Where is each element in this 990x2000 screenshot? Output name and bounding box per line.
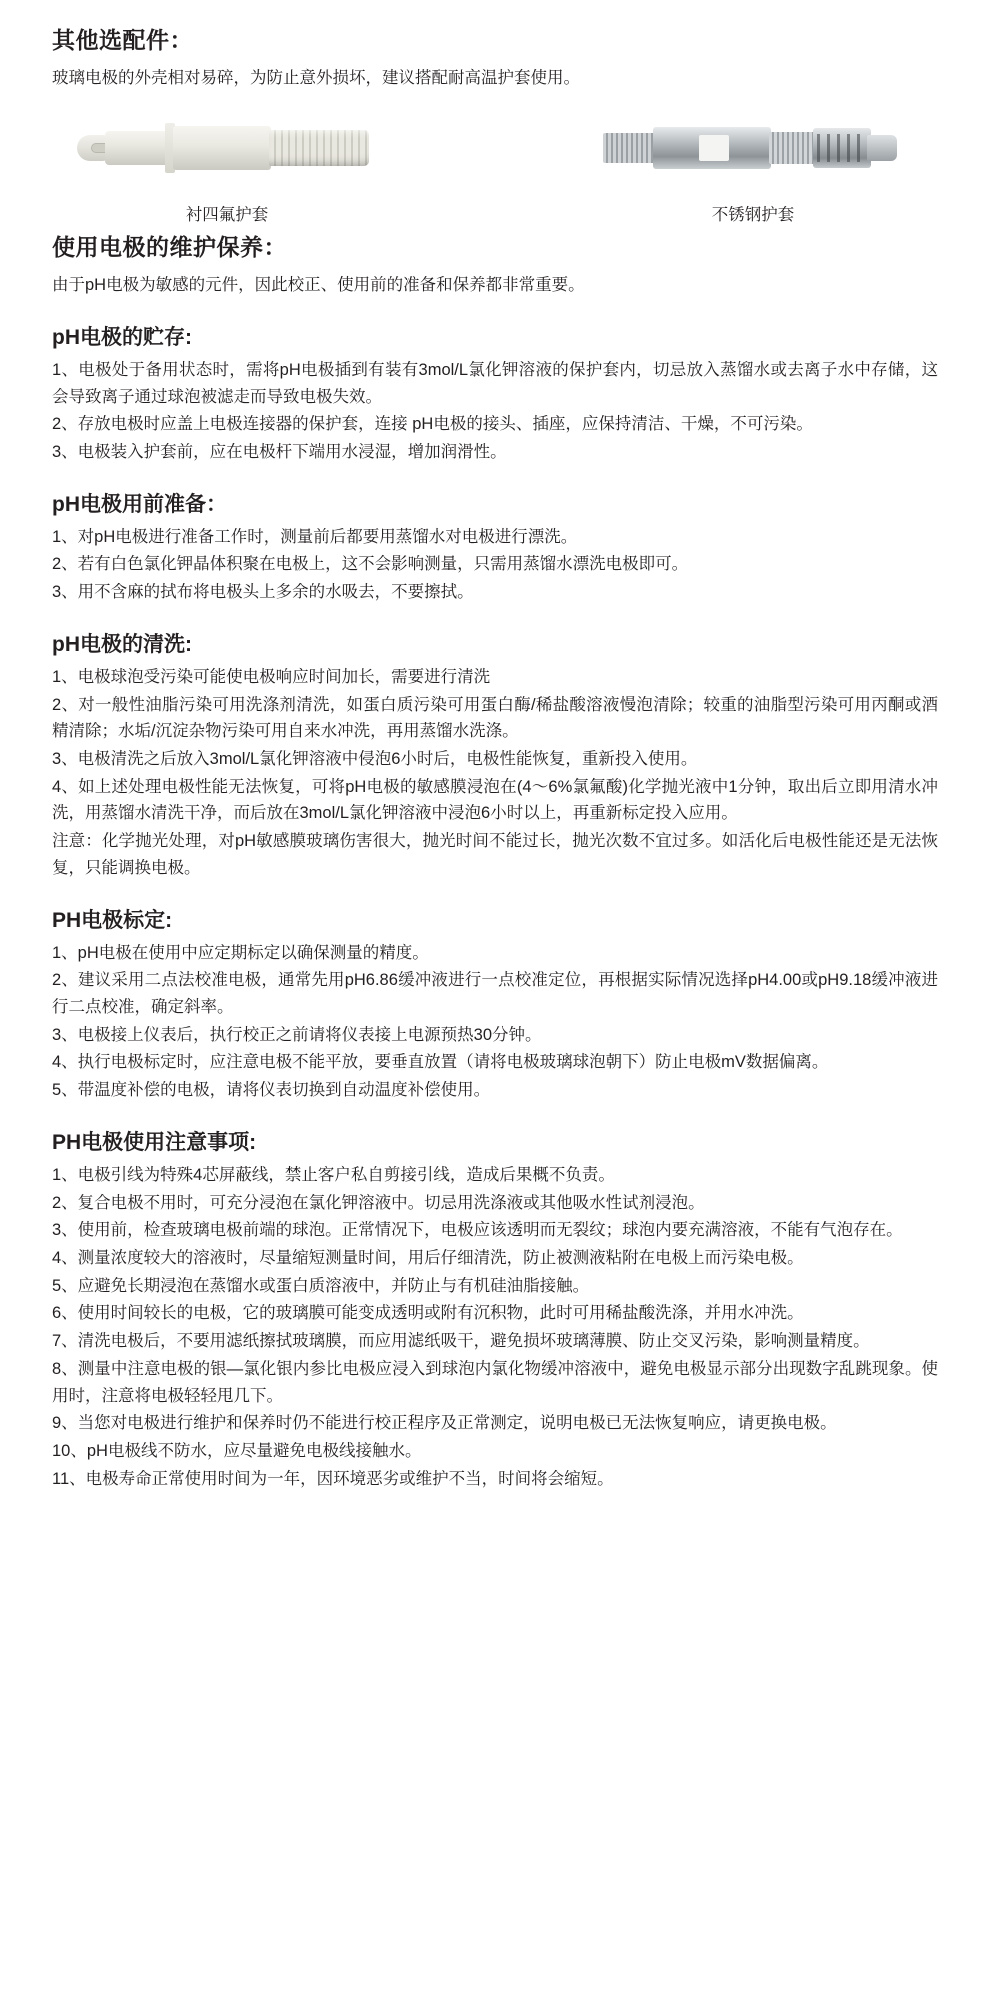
list-item: 3、用不含麻的拭布将电极头上多余的水吸去，不要擦拭。 xyxy=(52,583,474,602)
calibration-list xyxy=(52,940,938,1104)
list-item: 11、电极寿命正常使用时间为一年，因环境恶劣或维护不当，时间将会缩短。 xyxy=(52,1469,614,1488)
stainless-sleeve-graphic xyxy=(603,125,903,171)
list-item: 2、存放电极时应盖上电极连接器的保护套，连接 pH电极的接头、插座，应保持清洁、干燥，不可污染。 xyxy=(52,415,813,434)
list-item: 6、使用时间较长的电极，它的玻璃膜可能变成透明或附有沉积物，此时可用稀盐酸洗涤，并用水冲洗。 xyxy=(52,1304,804,1323)
list-item: 4、测量浓度较大的溶液时，尽量缩短测量时间，用后仔细清洗，防止被测液粘附在电极上而污染电极。 xyxy=(52,1249,804,1268)
section-title-preparation: pH电极用前准备： xyxy=(52,492,227,516)
preparation-list xyxy=(52,524,938,606)
list-item: 3、电极装入护套前，应在电极杆下端用水浸湿，增加润滑性。 xyxy=(52,442,507,461)
list-item: 1、pH电极在使用中应定期标定以确保测量的精度。 xyxy=(52,943,429,962)
list-item: 9、当您对电极进行维护和保养时仍不能进行校正程序及正常测定，说明电极已无法恢复响应，请更换电极。 xyxy=(52,1414,837,1433)
accessory-caption-ptfe: 衬四氟护套 xyxy=(185,206,269,225)
stainless-sleeve-image xyxy=(603,109,903,187)
steel-cap-slots xyxy=(817,134,867,162)
accessories-lead-text: 玻璃电极的外壳相对易碎，为防止意外损坏，建议搭配耐高温护套使用。 xyxy=(52,69,580,87)
ptfe-body-rear xyxy=(173,126,271,170)
steel-thread-mid xyxy=(769,132,817,164)
cleaning-note: 注意：化学抛光处理，对pH敏感膜玻璃伤害很大，抛光时间不能过长，抛光次数不宜过多。如活化后电极性能还是无法恢复，只能调换电极。 xyxy=(52,832,938,877)
list-item: 10、pH电极线不防水，应尽量避免电极线接触水。 xyxy=(52,1442,422,1461)
list-item: 1、对pH电极进行准备工作时，测量前后都要用蒸馏水对电极进行漂洗。 xyxy=(52,527,578,546)
maintenance-lead-text: 由于pH电极为敏感的元件，因此校正、使用前的准备和保养都非常重要。 xyxy=(52,276,585,295)
list-item: 8、测量中注意电极的银—氯化银内参比电极应浸入到球泡内氯化物缓冲溶液中，避免电极显示部分出现数字乱跳现象。使用时，注意将电极轻轻甩几下。 xyxy=(52,1359,938,1405)
list-item: 5、带温度补偿的电极，请将仪表切换到自动温度补偿使用。 xyxy=(52,1081,491,1100)
cleaning-list xyxy=(52,664,938,882)
accessory-caption-stainless: 不锈钢护套 xyxy=(711,206,795,225)
list-item: 2、复合电极不用时，可充分浸泡在氯化钾溶液中。切忌用洗涤液或其他吸水性试剂浸泡。 xyxy=(52,1193,705,1212)
section-title-storage: pH电极的贮存: xyxy=(52,325,192,349)
precautions-list xyxy=(52,1162,938,1493)
section-title-precautions: PH电极使用注意事项: xyxy=(52,1130,257,1154)
list-item: 2、对一般性油脂污染可用洗涤剂清洗，如蛋白质污染可用蛋白酶/稀盐酸溶液慢泡清除；较重的油脂型污染可用丙酮或酒精清除；水垢/沉淀杂物污染可用自来水冲洗，再用蒸馏水洗涤。 xyxy=(52,695,938,741)
list-item: 2、建议采用二点法校准电极，通常先用pH6.86缓冲液进行一点校准定位，再根据实际情况选择pH4.00或pH9.18缓冲液进行二点校准，确定斜率。 xyxy=(52,971,938,1016)
section-title-cleaning: pH电极的清洗: xyxy=(52,632,192,656)
list-item: 2、若有白色氯化钾晶体积聚在电极上，这不会影响测量，只需用蒸馏水漂洗电极即可。 xyxy=(52,555,689,574)
list-item: 5、应避免长期浸泡在蒸馏水或蛋白质溶液中，并防止与有机硅油脂接触。 xyxy=(52,1276,590,1295)
section-title-maintenance: 使用电极的维护保养： xyxy=(52,234,287,261)
accessory-image-row xyxy=(52,109,938,225)
ptfe-sleeve-image xyxy=(77,109,377,187)
list-item: 4、如上述处理电极性能无法恢复，可将pH电极的敏感膜浸泡在(4～6%氯氟酸)化学抛光液中1分钟，取出后立即用清水冲洗，用蒸馏水清洗干净，而后放在3mol/L氯化钾溶液中浸泡6小时以上，再重新标定投入应用。 xyxy=(52,777,938,823)
list-item: 3、电极清洗之后放入3mol/L氯化钾溶液中侵泡6小时后，电极性能恢复，重新投入使用。 xyxy=(52,749,698,768)
storage-list xyxy=(52,357,938,466)
list-item: 3、电极接上仪表后，执行校正之前请将仪表接上电源预热30分钟。 xyxy=(52,1025,542,1044)
steel-label-patch xyxy=(699,135,729,161)
accessory-ptfe xyxy=(62,109,392,225)
ptfe-thread xyxy=(269,130,369,166)
section-title-calibration: PH电极标定: xyxy=(52,908,173,932)
section-title-accessories: 其他选配件： xyxy=(52,27,193,53)
steel-end xyxy=(867,135,897,161)
steel-thread-left xyxy=(603,133,657,163)
list-item: 1、电极引线为特殊4芯屏蔽线，禁止客户私自剪接引线，造成后果概不负责。 xyxy=(52,1165,615,1184)
accessory-stainless xyxy=(588,109,918,225)
list-item: 4、执行电极标定时，应注意电极不能平放，要垂直放置（请将电极玻璃球泡朝下）防止电极mV数据偏离。 xyxy=(52,1053,829,1072)
list-item: 1、电极球泡受污染可能使电极响应时间加长，需要进行清洗 xyxy=(52,667,491,686)
list-item: 7、清洗电极后，不要用滤纸擦拭玻璃膜，而应用滤纸吸干，避免损坏玻璃薄膜、防止交叉污染，影响测量精度。 xyxy=(52,1332,870,1351)
ptfe-sleeve-graphic xyxy=(77,123,377,173)
list-item: 3、使用前，检查玻璃电极前端的球泡。正常情况下，电极应该透明而无裂纹；球泡内要充满溶液，不能有气泡存在。 xyxy=(52,1221,903,1240)
list-item: 1、电极处于备用状态时，需将pH电极插到有装有3mol/L氯化钾溶液的保护套内，切忌放入蒸馏水或去离子水中存储，这会导致离子通过球泡被滤走而导致电极失效。 xyxy=(52,360,938,406)
